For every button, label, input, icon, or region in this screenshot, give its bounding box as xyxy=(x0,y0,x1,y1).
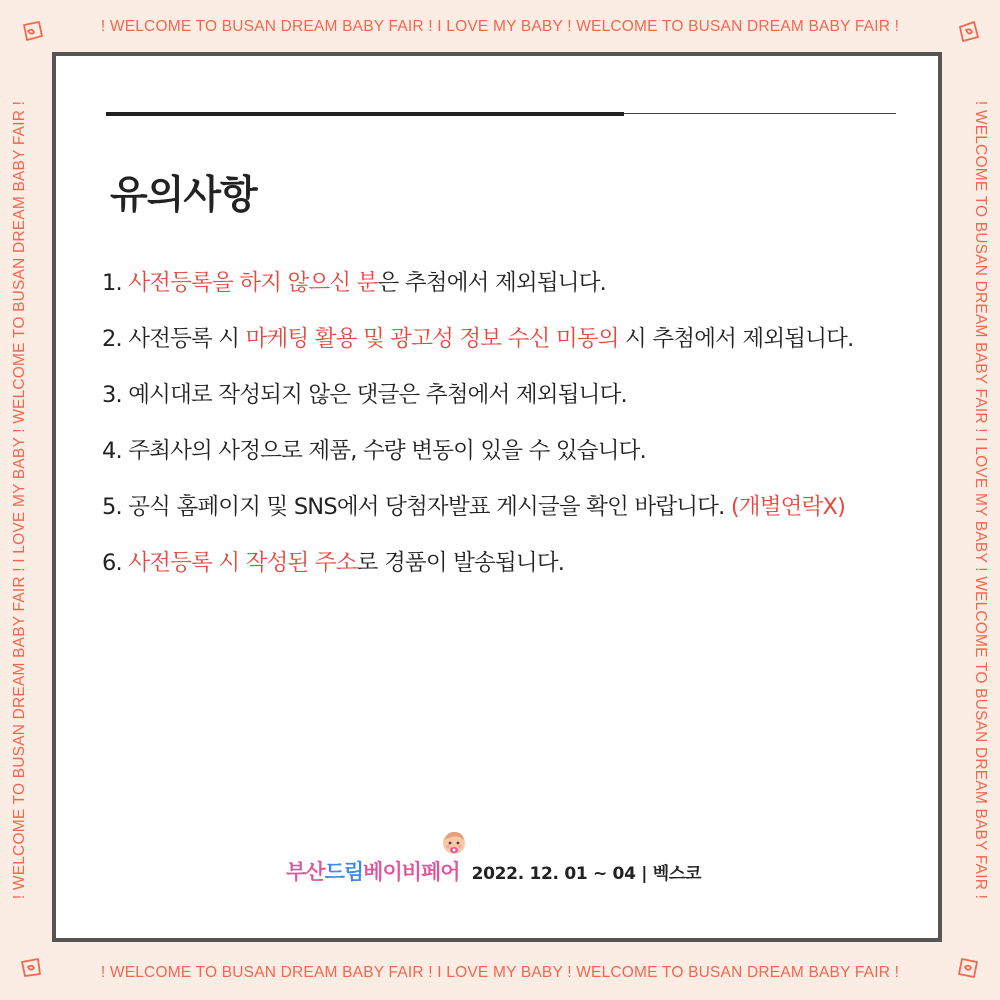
note-highlight: 마케팅 활용 및 광고성 정보 수신 미동의 xyxy=(245,326,619,352)
corner-baby-icon xyxy=(956,19,982,45)
event-date-venue: 2022. 12. 01 ~ 04 | 벡스코 xyxy=(471,863,702,884)
logo-text-babyfair: 베이비페어 xyxy=(363,860,460,884)
list-item xyxy=(102,380,922,436)
note-text: 시 추첨에서 제외됩니다. xyxy=(618,326,854,352)
event-logo xyxy=(286,856,460,886)
list-item xyxy=(102,436,922,492)
logo-text-busan: 부산 xyxy=(286,860,325,884)
corner-baby-icon xyxy=(19,955,45,981)
notice-card xyxy=(52,52,942,942)
note-text: 2. 사전등록 시 xyxy=(102,326,246,352)
logo-text-dream: 드림 xyxy=(324,860,364,884)
notice-list xyxy=(102,268,922,604)
list-item xyxy=(102,548,922,604)
baby-mascot-icon xyxy=(438,828,470,860)
top-banner-text: ! WELCOME TO BUSAN DREAM BABY FAIR ! I LOVE MY BABY ! WELCOME TO BUSAN DREAM BABY FAIR ! xyxy=(100,18,900,35)
right-banner-text: ! WELCOME TO BUSAN DREAM BABY FAIR ! I LOVE MY BABY ! WELCOME TO BUSAN DREAM BABY FAIR ! xyxy=(972,100,989,900)
list-item xyxy=(102,268,922,324)
page-title: 유의사항 xyxy=(110,173,257,218)
bottom-banner-text: ! WELCOME TO BUSAN DREAM BABY FAIR ! I LOVE MY BABY ! WELCOME TO BUSAN DREAM BABY FAIR ! xyxy=(100,964,900,981)
header-rule-thick xyxy=(106,112,624,116)
note-text: 5. 공식 홈페이지 및 SNS에서 당첨자발표 게시글을 확인 바랍니다. xyxy=(102,494,731,520)
note-text: 6. xyxy=(102,550,129,576)
note-text: 은 추첨에서 제외됩니다. xyxy=(377,270,606,296)
list-item xyxy=(102,492,922,548)
left-banner-text: ! WELCOME TO BUSAN DREAM BABY FAIR ! I LOVE MY BABY ! WELCOME TO BUSAN DREAM BABY FAIR ! xyxy=(11,100,28,900)
note-text: 1. xyxy=(102,270,129,296)
note-highlight: 사전등록을 하지 않으신 분 xyxy=(128,270,378,296)
header-rule-thin xyxy=(624,113,896,114)
note-highlight: 사전등록 시 작성된 주소 xyxy=(128,550,357,576)
note-text: 로 경품이 발송됩니다. xyxy=(356,550,565,576)
note-text: 4. 주최사의 사정으로 제품, 수량 변동이 있을 수 있습니다. xyxy=(102,438,646,464)
event-footer xyxy=(286,856,701,886)
list-item xyxy=(102,324,922,380)
note-text: 3. 예시대로 작성되지 않은 댓글은 추첨에서 제외됩니다. xyxy=(102,382,627,408)
note-highlight: (개별연락X) xyxy=(730,494,846,520)
corner-baby-icon xyxy=(956,955,982,981)
corner-baby-icon xyxy=(19,19,45,45)
